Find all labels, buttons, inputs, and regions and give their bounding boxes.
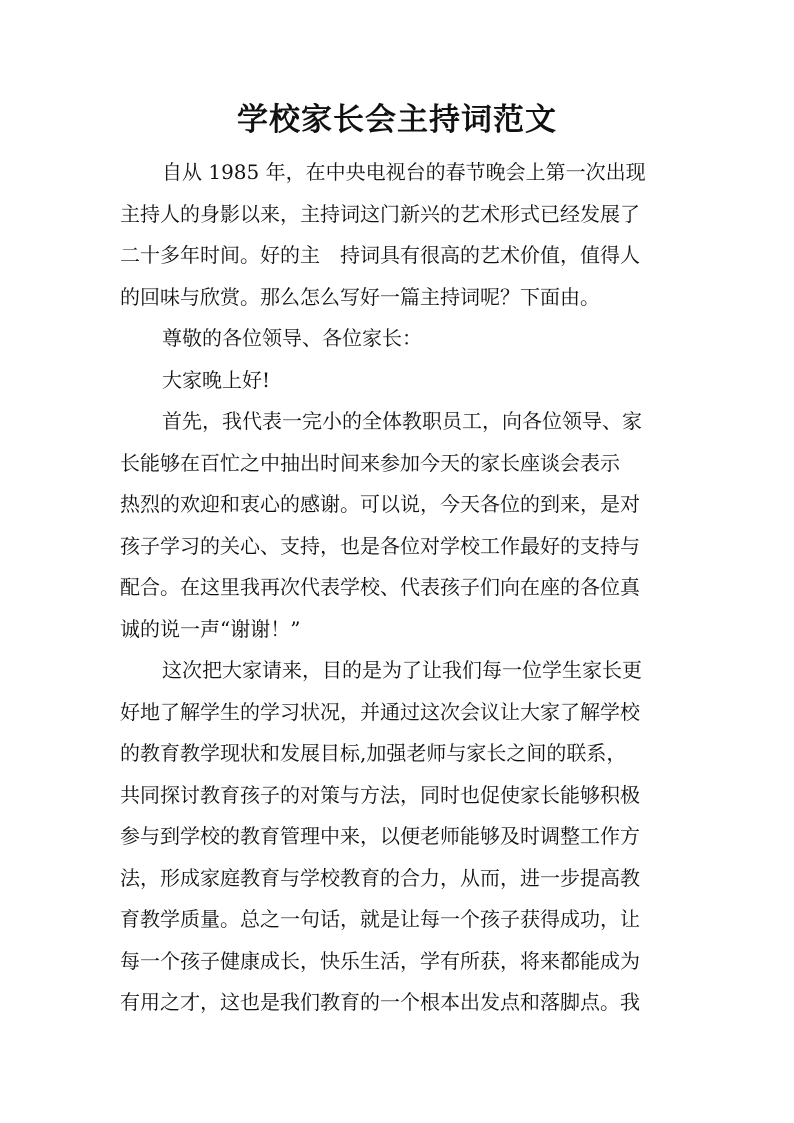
- paragraph-line: 孩子学习的关心、支持，也是各位对学校工作最好的支持与: [120, 533, 640, 558]
- paragraph-line: 好地了解学生的学习状况，并通过这次会议让大家了解学校: [120, 699, 640, 724]
- paragraph-line: 长能够在百忙之中抽出时间来参加今天的家长座谈会表示: [120, 450, 620, 475]
- document-title: 学校家长会主持词范文: [237, 102, 557, 138]
- greeting-line: 大家晚上好!: [162, 367, 271, 392]
- paragraph-line: 的回味与欣赏。那么怎么写好一篇主持词呢？下面由。: [120, 284, 600, 309]
- paragraph-line: 育教学质量。总之一句话，就是让每一个孩子获得成功，让: [120, 907, 640, 931]
- paragraph-line: 参与到学校的教育管理中来，以便老师能够及时调整工作方: [120, 824, 640, 848]
- paragraph-line: 二十多年时间。好的主 持词具有很高的艺术价值，值得人: [120, 243, 640, 267]
- paragraph-line: 主持人的身影以来，主持词这门新兴的艺术形式已经发展了: [120, 201, 640, 226]
- salutation-line: 尊敬的各位领导、各位家长：: [162, 326, 422, 350]
- paragraph-line: 首先，我代表一完小的全体教职员工，向各位领导、家: [162, 409, 642, 433]
- paragraph-line: 法，形成家庭教育与学校教育的合力，从而，进一步提高教: [120, 865, 640, 890]
- paragraph-line: 有用之才，这也是我们教育的一个根本出发点和落脚点。我: [120, 990, 640, 1014]
- paragraph-line: 配合。在这里我再次代表学校、代表孩子们向在座的各位真: [120, 575, 640, 599]
- paragraph-line: 热烈的欢迎和衷心的感谢。可以说，今天各位的到来，是对: [120, 492, 640, 516]
- paragraph-line: 的教育教学现状和发展目标,加强老师与家长之间的联系，: [120, 741, 627, 765]
- document-body: [120, 152, 676, 1024]
- paragraph-line: 诚的说一声“谢谢！”: [120, 616, 301, 641]
- paragraph-line: 这次把大家请来，目的是为了让我们每一位学生家长更: [162, 658, 642, 682]
- paragraph-line: 共同探讨教育孩子的对策与方法，同时也促使家长能够积极: [120, 782, 640, 807]
- paragraph-line: 自从 1985 年，在中央电视台的春节晚会上第一次出现: [162, 160, 646, 184]
- paragraph-line: 每一个孩子健康成长，快乐生活，学有所获，将来都能成为: [120, 948, 640, 973]
